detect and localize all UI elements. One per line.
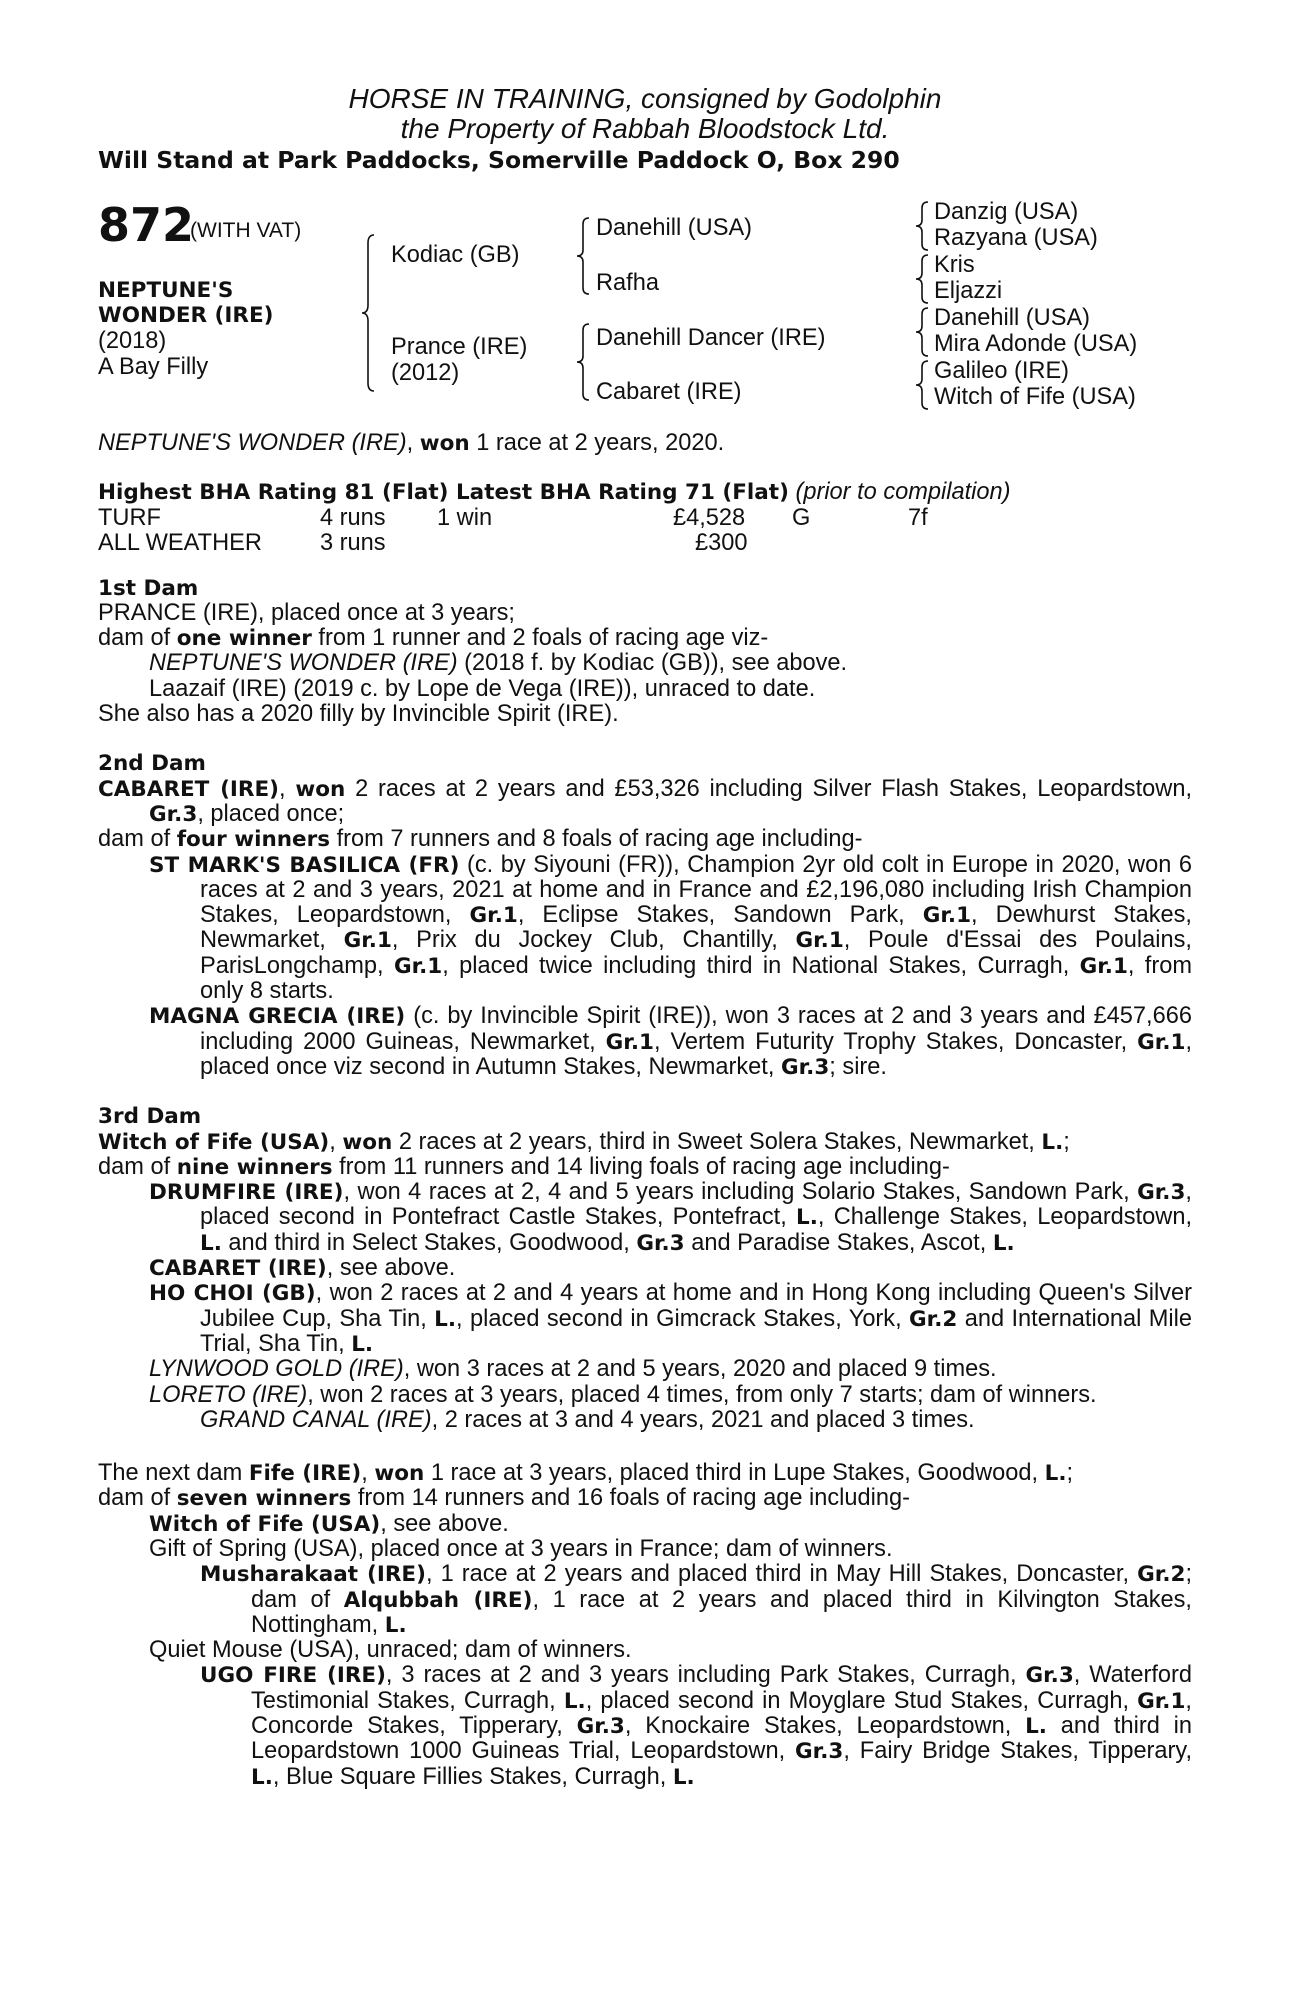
next-dam-produce: dam of seven winners from 14 runners and 16 foals of racing age including- bbox=[98, 1485, 910, 1512]
next-dam-section bbox=[98, 1461, 1192, 1790]
third-dam-foal-5: LORETO (IRE), won 2 races at 3 years, placed 4 times, from only 7 starts; dam of winners. bbox=[149, 1381, 1097, 1408]
second-dam-foal-1: ST MARK'S BASILICA (FR) (c. by Siyouni (FR)), Champion 2yr old colt in Europe in 2020, won 6 races at 2 and 3 years, 2021 at home and in France and £2,196,080 including Irish Champion Stakes, Leopardstown, Gr.1, Eclipse Stakes, Sandown Park, Gr.1, Dewhurst Stakes, Newmarket, Gr.1, Prix du Jockey Club, Chantilly, Gr.1, Poule d'Essai des Poulains, ParisLongchamp, Gr.1, placed twice including third in National Stakes, Curragh, Gr.1, from only 8 starts. bbox=[149, 851, 1192, 1005]
vat-note: (WITH VAT) bbox=[190, 219, 302, 242]
dam-year: (2012) bbox=[391, 360, 460, 386]
first-dam-heading: 1st Dam bbox=[98, 575, 199, 601]
sire-sire: Danehill (USA) bbox=[596, 215, 753, 241]
race-record-table bbox=[98, 506, 1192, 570]
third-dam-heading: 3rd Dam bbox=[98, 1104, 202, 1130]
third-dam-foal-3: HO CHOI (GB), won 2 races at 2 and 4 years at home and in Hong Kong including Queen's Silver Jubilee Cup, Sha Tin, L., placed second in Gimcrack Stakes, York, Gr.2 and International Mile Trial, Sha Tin, L. bbox=[149, 1280, 1192, 1357]
pedigree-brace-dam bbox=[575, 322, 595, 402]
third-dam-section bbox=[98, 1104, 1192, 1433]
consignor-line: HORSE IN TRAINING, consigned by Godolphin bbox=[348, 83, 942, 114]
grandparent-2: Razyana (USA) bbox=[934, 225, 1098, 251]
horse-description: A Bay Filly bbox=[98, 354, 209, 380]
aw-runs: 3 runs bbox=[320, 529, 386, 556]
dam-sire: Danehill Dancer (IRE) bbox=[596, 325, 826, 351]
aw-earnings: £300 bbox=[695, 529, 748, 556]
third-dam-produce: dam of nine winners from 11 runners and 14 living foals of racing age including- bbox=[98, 1153, 950, 1180]
first-dam-foal-2: Laazaif (IRE) (2019 c. by Lope de Vega (IRE)), unraced to date. bbox=[149, 675, 816, 702]
third-dam-record: Witch of Fife (USA), won 2 races at 2 years, third in Sweet Solera Stakes, Newmarket, L.; bbox=[98, 1128, 1070, 1155]
next-dam-grandfoal-2: UGO FIRE (IRE), 3 races at 2 and 3 years including Park Stakes, Curragh, Gr.3, Waterford Testimonial Stakes, Curragh, L., placed second in Moyglare Stud Stakes, Curragh, Gr.1, Concorde Stakes, Tipperary, Gr.3, Knockaire Stakes, Leopardstown, L. and third in Leopardstown 1000 Guineas Trial, Leopardstown, Gr.3, Fairy Bridge Stakes, Tipperary, L., Blue Square Fillies Stakes, Curragh, L. bbox=[200, 1662, 1192, 1790]
aw-label: ALL WEATHER bbox=[98, 529, 262, 556]
third-dam-foal-1: DRUMFIRE (IRE), won 4 races at 2, 4 and 5 years including Solario Stakes, Sandown Park, Gr.3, placed second in Pontefract Castle Stakes, Pontefract, L., Challenge Stakes, Leopardstown, L. and third in Select Stakes, Goodwood, Gr.3 and Paradise Stakes, Ascot, L. bbox=[149, 1179, 1192, 1256]
lot-number: 872 bbox=[98, 198, 195, 252]
grandparent-4: Eljazzi bbox=[934, 278, 1003, 304]
third-dam-foal-4: LYNWOOD GOLD (IRE), won 3 races at 2 and 5 years, 2020 and placed 9 times. bbox=[149, 1356, 997, 1383]
grandparent-8: Witch of Fife (USA) bbox=[934, 384, 1136, 410]
sire-dam: Rafha bbox=[596, 270, 659, 296]
second-dam-section bbox=[98, 751, 1192, 1080]
turf-distance: 7f bbox=[908, 504, 928, 531]
pedigree-brace-sire bbox=[575, 216, 595, 296]
second-dam-heading: 2nd Dam bbox=[98, 751, 206, 777]
pedigree-block bbox=[98, 200, 1192, 425]
turf-going: G bbox=[792, 504, 811, 531]
sire-name: Kodiac (GB) bbox=[391, 242, 520, 268]
grandparent-5: Danehill (USA) bbox=[934, 305, 1091, 331]
next-dam-grandfoal-1: Musharakaat (IRE), 1 race at 2 years and placed third in May Hill Stakes, Doncaster, Gr.2; dam of Alqubbah (IRE), 1 race at 2 years and placed third in Kilvington Stakes, Nottingham, L. bbox=[200, 1561, 1193, 1638]
second-dam-record: CABARET (IRE), won 2 races at 2 years and £53,326 including Silver Flash Stakes, Leopardstown, Gr.3, placed once; bbox=[98, 775, 1192, 827]
dam-dam: Cabaret (IRE) bbox=[596, 379, 742, 405]
pedigree-brace-g2 bbox=[914, 253, 932, 305]
grandparent-3: Kris bbox=[934, 252, 975, 278]
turf-earnings: £4,528 bbox=[673, 504, 746, 531]
pedigree-brace-g3 bbox=[914, 306, 932, 358]
next-dam-foal-1: Witch of Fife (USA), see above. bbox=[149, 1510, 509, 1537]
next-dam-record: The next dam Fife (IRE), won 1 race at 3 years, placed third in Lupe Stakes, Goodwood, L.; bbox=[98, 1460, 1074, 1487]
grandparent-7: Galileo (IRE) bbox=[934, 358, 1070, 384]
grandparent-1: Danzig (USA) bbox=[934, 199, 1079, 225]
pedigree-brace-main bbox=[360, 233, 382, 393]
horse-name-line2: WONDER (IRE) bbox=[98, 303, 274, 328]
property-line: the Property of Rabbah Bloodstock Ltd. bbox=[400, 113, 890, 144]
stabling-line: Will Stand at Park Paddocks, Somerville Paddock O, Box 290 bbox=[98, 146, 900, 174]
foaling-year: (2018) bbox=[98, 328, 167, 354]
first-dam-produce: dam of one winner from 1 runner and 2 foals of racing age viz- bbox=[98, 625, 769, 652]
first-dam-line: PRANCE (IRE), placed once at 3 years; bbox=[98, 599, 515, 626]
first-dam-foal-1: NEPTUNE'S WONDER (IRE) (2018 f. by Kodiac (GB)), see above. bbox=[149, 650, 848, 677]
turf-wins: 1 win bbox=[437, 504, 493, 531]
bha-rating: Highest BHA Rating 81 (Flat) Latest BHA Rating 71 (Flat) (prior to compilation) bbox=[98, 479, 1011, 506]
race-summary: NEPTUNE'S WONDER (IRE), won 1 race at 2 years, 2020. bbox=[98, 430, 725, 456]
next-dam-foal-3: Quiet Mouse (USA), unraced; dam of winners. bbox=[149, 1637, 632, 1664]
pedigree-brace-g4 bbox=[914, 359, 932, 411]
second-dam-produce: dam of four winners from 7 runners and 8 foals of racing age including- bbox=[98, 826, 863, 853]
pedigree-brace-g1 bbox=[914, 200, 932, 252]
catalogue-page bbox=[98, 84, 1192, 1790]
third-dam-grandfoal-1: GRAND CANAL (IRE), 2 races at 3 and 4 years, 2021 and placed 3 times. bbox=[200, 1406, 975, 1433]
second-dam-foal-2: MAGNA GRECIA (IRE) (c. by Invincible Spirit (IRE)), won 3 races at 2 and 3 years and £457,666 including 2000 Guineas, Newmarket, Gr.1, Vertem Futurity Trophy Stakes, Doncaster, Gr.1, placed once viz second in Autumn Stakes, Newmarket, Gr.3; sire. bbox=[149, 1003, 1193, 1080]
third-dam-foal-2: CABARET (IRE), see above. bbox=[149, 1255, 456, 1282]
grandparent-6: Mira Adonde (USA) bbox=[934, 331, 1138, 357]
turf-runs: 4 runs bbox=[320, 504, 386, 531]
dam-name: Prance (IRE) bbox=[391, 334, 528, 360]
horse-name-line1: NEPTUNE'S bbox=[98, 278, 234, 303]
first-dam-section bbox=[98, 576, 1192, 728]
next-dam-foal-2: Gift of Spring (USA), placed once at 3 years in France; dam of winners. bbox=[149, 1535, 893, 1562]
first-dam-note: She also has a 2020 filly by Invincible Spirit (IRE). bbox=[98, 701, 619, 728]
turf-label: TURF bbox=[98, 504, 161, 531]
